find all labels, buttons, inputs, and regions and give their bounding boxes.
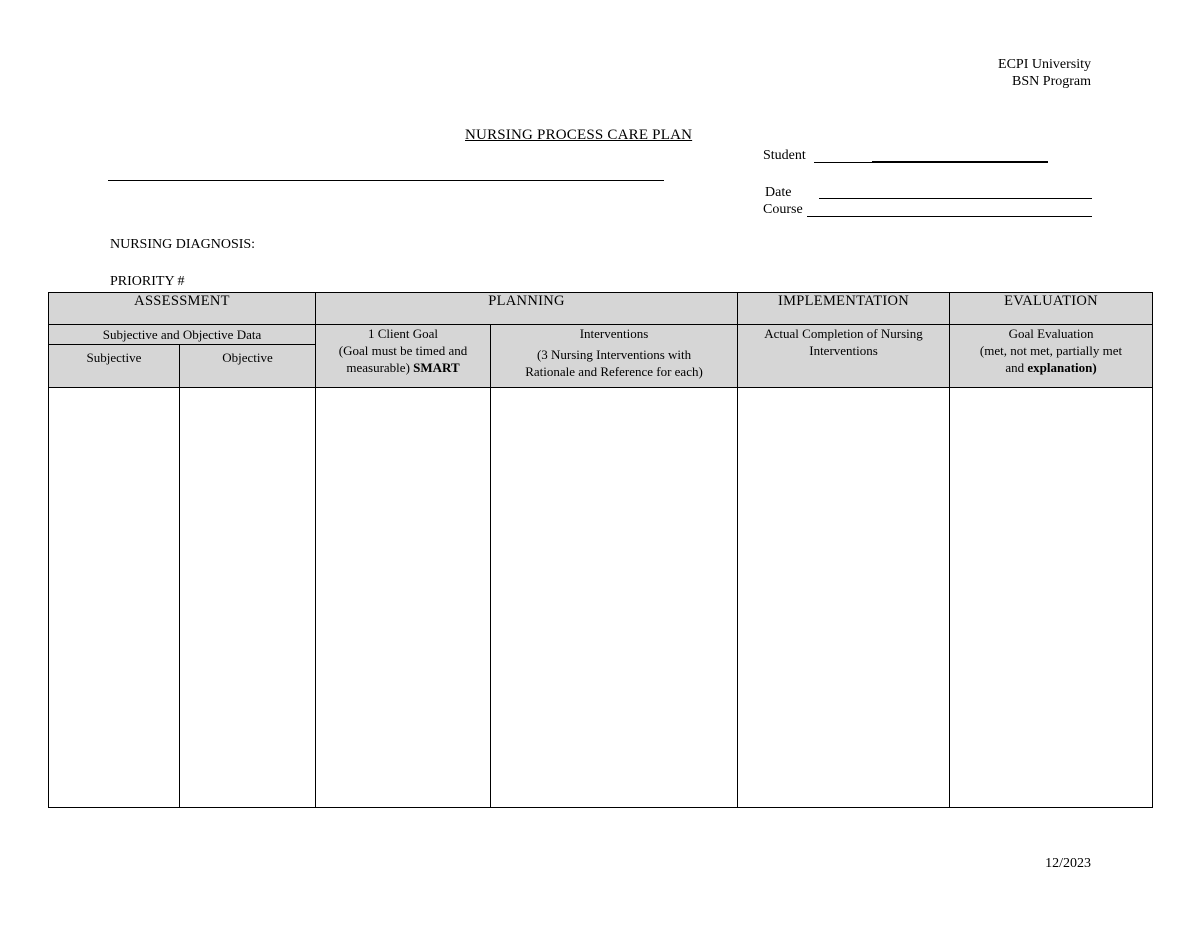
priority-label: PRIORITY #	[110, 274, 185, 289]
goal-smart: SMART	[413, 360, 460, 375]
assessment-subheader: Subjective and Objective Data	[49, 325, 316, 345]
name-underline	[108, 180, 664, 181]
evaluation-line2: (met, not met, partially met	[979, 343, 1123, 358]
implementation-line2: Interventions	[809, 343, 878, 358]
evaluation-line3	[950, 359, 1152, 376]
evaluation-line1: Goal Evaluation	[1008, 326, 1094, 341]
date-field[interactable]	[819, 198, 1092, 199]
goal-line3	[316, 359, 490, 376]
interventions-line1: Interventions	[579, 326, 649, 341]
student-field[interactable]	[872, 161, 1048, 163]
footer-date: 12/2023	[1045, 856, 1091, 871]
evaluation-cell[interactable]	[950, 388, 1153, 808]
implementation-cell[interactable]	[738, 388, 950, 808]
implementation-line1: Actual Completion of Nursing	[764, 326, 923, 341]
assessment-header: ASSESSMENT	[49, 293, 316, 325]
evaluation-header: EVALUATION	[950, 293, 1153, 325]
care-plan-table	[48, 292, 1153, 808]
interventions-header	[491, 325, 738, 388]
goal-line1: 1 Client Goal	[367, 326, 439, 341]
interventions-line2: (3 Nursing Interventions with	[536, 347, 692, 362]
subjective-cell[interactable]	[49, 388, 180, 808]
interventions-cell[interactable]	[491, 388, 738, 808]
university-name: ECPI University	[998, 57, 1091, 72]
evaluation-line3-prefix: and	[1005, 360, 1025, 375]
objective-header: Objective	[180, 345, 316, 388]
implementation-desc-header	[738, 325, 950, 388]
date-label: Date	[765, 185, 792, 200]
course-field[interactable]	[807, 216, 1092, 217]
student-line-thin	[814, 162, 872, 163]
university-header	[998, 56, 1091, 90]
page-title: NURSING PROCESS CARE PLAN	[465, 127, 693, 143]
goal-line2: (Goal must be timed and	[338, 343, 468, 358]
evaluation-explanation: explanation)	[1027, 360, 1097, 375]
client-goal-header	[316, 325, 491, 388]
goal-line3-prefix: measurable)	[346, 360, 410, 375]
interventions-line3: Rationale and Reference for each)	[525, 364, 703, 379]
student-label: Student	[763, 148, 806, 163]
implementation-header: IMPLEMENTATION	[738, 293, 950, 325]
course-label: Course	[763, 202, 803, 217]
objective-cell[interactable]	[180, 388, 316, 808]
evaluation-desc-header	[950, 325, 1153, 388]
program-name: BSN Program	[1012, 74, 1091, 89]
planning-header: PLANNING	[316, 293, 738, 325]
nursing-diagnosis-label: NURSING DIAGNOSIS:	[110, 237, 256, 252]
subjective-header: Subjective	[49, 345, 180, 388]
client-goal-cell[interactable]	[316, 388, 491, 808]
